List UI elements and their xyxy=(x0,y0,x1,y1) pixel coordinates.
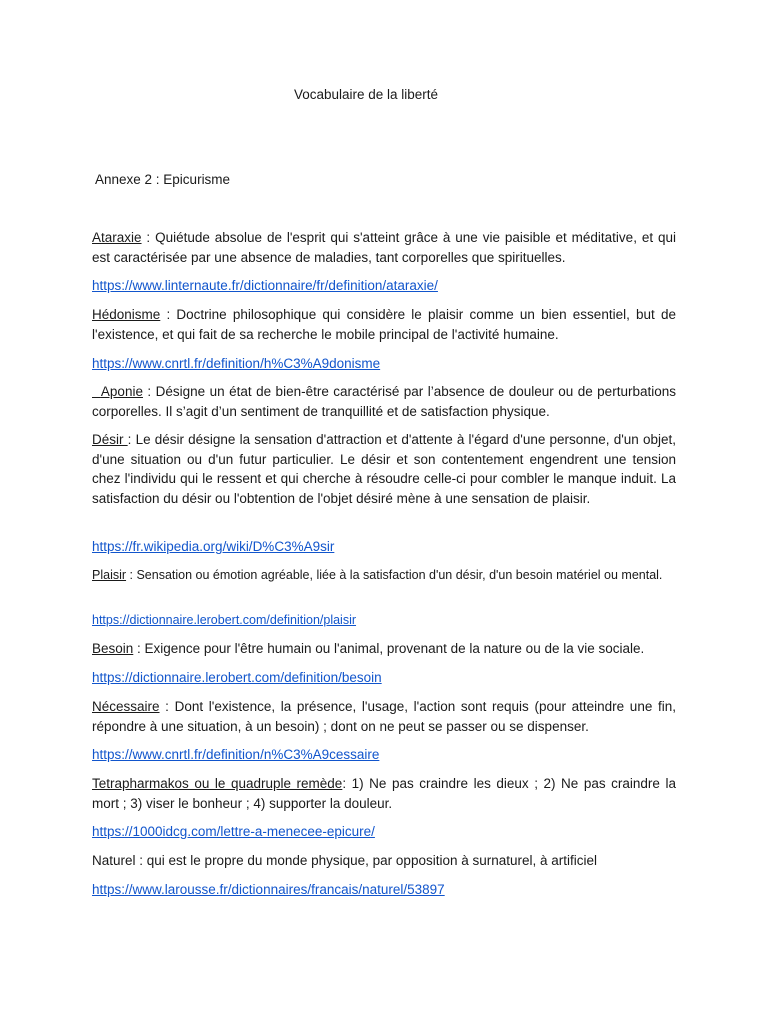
term-aponie: Aponie xyxy=(92,384,143,399)
entry-aponie: Aponie : Désigne un état de bien-être caractérisé par l’absence de douleur ou de perturbations corporelles. Il s’agit d’un sentiment de tranquillité et de satisfaction physique. xyxy=(92,384,680,419)
definition-hedonisme: Doctrine philosophique qui considère le plaisir comme un bien essentiel, but de l'existence, et qui fait de sa recherche le mobile principal de l'activité humaine. xyxy=(92,307,676,342)
definition-besoin: Exigence pour l'être humain ou l'animal, provenant de la nature ou de la vie sociale. xyxy=(144,641,645,656)
link-ataraxie-line xyxy=(92,276,676,296)
entry-ataraxie: Ataraxie : Quiétude absolue de l'esprit qui s'atteint grâce à une vie paisible et méditative, et qui est caractérisée par une absence de maladies, tant corporelles que spirituelles. xyxy=(92,230,676,265)
link-plaisir[interactable]: https://dictionnaire.lerobert.com/definition/plaisir xyxy=(92,613,357,627)
entry-necessaire: Nécessaire : Dont l'existence, la présence, l'usage, l'action sont requis (pour atteindre une fin, répondre à une situation, à un besoin) ; dont on ne peut se passer ou se dispenser. xyxy=(92,699,676,734)
entry-tetrapharmakos: Tetrapharmakos ou le quadruple remède: 1) Ne pas craindre les dieux ; 2) Ne pas craindre la mort ; 3) viser le bonheur ; 4) supporter la douleur. xyxy=(92,776,676,811)
link-naturel[interactable]: https://www.larousse.fr/dictionnaires/francais/naturel/53897 xyxy=(92,882,445,897)
annexe-heading: Annexe 2 : Epicurisme xyxy=(95,172,231,187)
link-necessaire[interactable]: https://www.cnrtl.fr/definition/n%C3%A9cessaire xyxy=(92,747,380,762)
entry-desir: Désir : Le désir désigne la sensation d'attraction et d'attente à l'égard d'une personne, d'un objet, d'une situation ou d'un futur particulier. Le désir et son contentement engendrent une tension chez l'individu qui le ressent et qui cherche à résoudre celle-ci pour combler le manque induit. La satisfaction du désir ou l'obtention de l'objet désiré mène à une sensation de plaisir. xyxy=(92,432,676,506)
term-desir: Désir xyxy=(92,432,128,447)
entry-besoin: Besoin : Exigence pour l'être humain ou l'animal, provenant de la nature ou de la vie sociale. xyxy=(92,641,645,656)
link-necessaire-line xyxy=(92,745,676,765)
definition-desir: Le désir désigne la sensation d'attraction et d'attente à l'égard d'une personne, d'un objet, d'une situation ou d'un futur particulier. Le désir et son contentement engendrent une tension chez l'individu qui le ressent et qui cherche à résoudre celle-ci pour combler le manque induit. La satisfaction du désir ou l'obtention de l'objet désiré mène à une sensation de plaisir. xyxy=(92,432,676,506)
link-tetrapharmakos-line xyxy=(92,822,676,842)
entry-naturel xyxy=(92,851,676,871)
link-naturel-line xyxy=(92,880,676,900)
term-hedonisme: Hédonisme xyxy=(92,307,161,322)
definition-ataraxie: Quiétude absolue de l'esprit qui s'atteint grâce à une vie paisible et méditative, et qui est caractérisée par une absence de maladies, tant corporelles que spirituelles. xyxy=(92,230,676,265)
link-tetrapharmakos[interactable]: https://1000idcg.com/lettre-a-menecee-epicure/ xyxy=(92,824,375,839)
term-besoin: Besoin xyxy=(92,641,134,656)
link-desir[interactable]: https://fr.wikipedia.org/wiki/D%C3%A9sir xyxy=(92,539,335,554)
link-hedonisme-line xyxy=(92,354,676,374)
entry-hedonisme: Hédonisme : Doctrine philosophique qui considère le plaisir comme un bien essentiel, but de l'existence, et qui fait de sa recherche le mobile principal de l'activité humaine. xyxy=(92,307,676,342)
term-ataraxie: Ataraxie xyxy=(92,230,142,245)
term-necessaire: Nécessaire xyxy=(92,699,160,714)
term-tetrapharmakos: Tetrapharmakos ou le quadruple remède xyxy=(92,776,343,791)
definition-naturel: Naturel : qui est le propre du monde physique, par opposition à surnaturel, à artificiel xyxy=(92,853,598,868)
link-ataraxie[interactable]: https://www.linternaute.fr/dictionnaire/fr/definition/ataraxie/ xyxy=(92,278,438,293)
entry-plaisir: Plaisir : Sensation ou émotion agréable, liée à la satisfaction d'un désir, d'un besoin matériel ou mental. xyxy=(92,568,663,582)
definition-necessaire: Dont l'existence, la présence, l'usage, l'action sont requis (pour atteindre une fin, répondre à une situation, à un besoin) ; dont on ne peut se passer ou se dispenser. xyxy=(92,699,676,734)
definition-tetrapharmakos: 1) Ne pas craindre les dieux ; 2) Ne pas craindre la mort ; 3) viser le bonheur ; 4) supporter la douleur. xyxy=(92,776,676,811)
link-besoin-line xyxy=(92,668,676,688)
link-hedonisme[interactable]: https://www.cnrtl.fr/definition/h%C3%A9donisme xyxy=(92,356,381,371)
link-desir-line xyxy=(92,537,676,557)
term-plaisir: Plaisir xyxy=(92,568,127,582)
link-plaisir-line xyxy=(92,612,676,629)
definition-aponie: Désigne un état de bien-être caractérisé par l’absence de douleur ou de perturbations corporelles. Il s’agit d’un sentiment de tranquillité et de satisfaction physique. xyxy=(92,384,680,419)
definition-plaisir: Sensation ou émotion agréable, liée à la satisfaction d'un désir, d'un besoin matériel ou mental. xyxy=(136,568,663,582)
link-besoin[interactable]: https://dictionnaire.lerobert.com/definition/besoin xyxy=(92,670,382,685)
page-title: Vocabulaire de la liberté xyxy=(293,87,439,102)
